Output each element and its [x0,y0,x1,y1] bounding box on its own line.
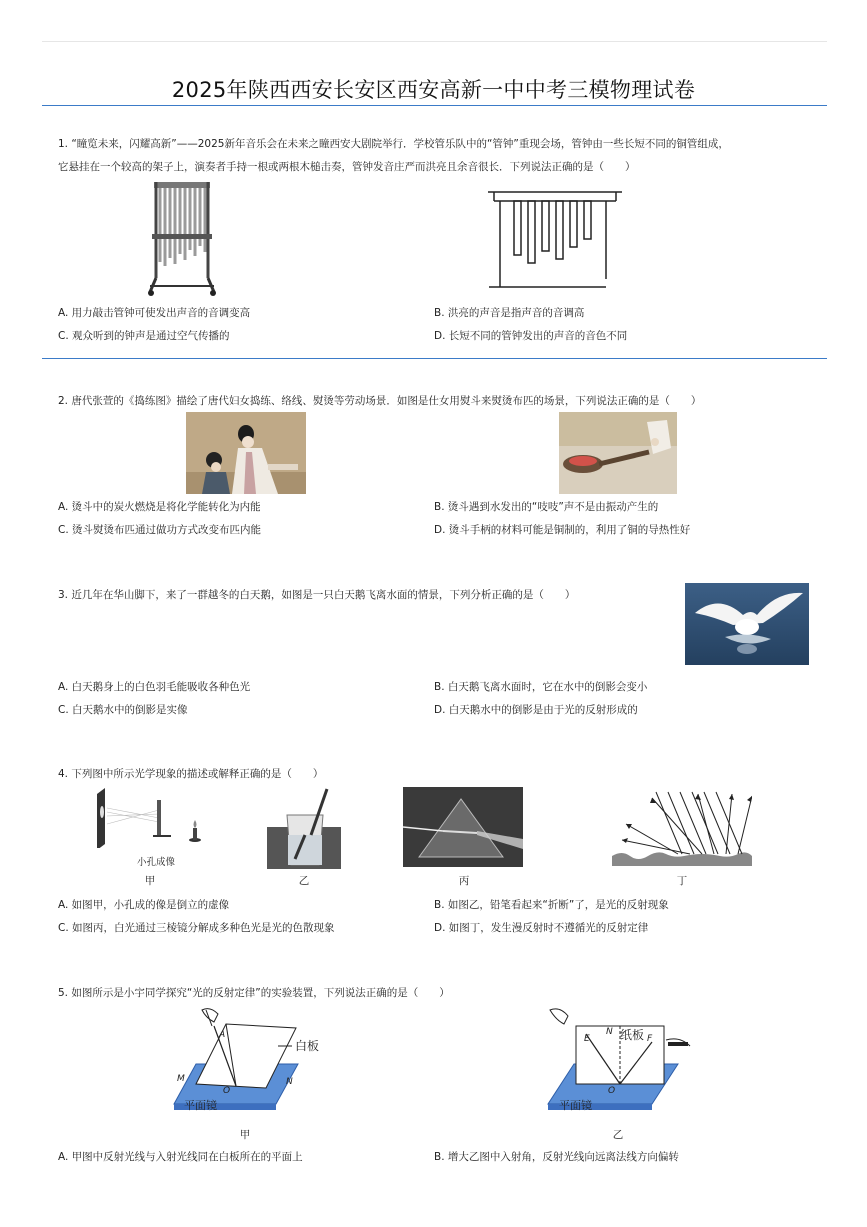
painting-photo-ladies [186,412,306,494]
prism-dispersion-figure [403,787,523,867]
question-5-option-b[interactable]: B. 增大乙图中入射角，反射光线向远离法线方向偏转 [434,1151,679,1163]
pinhole-figure [93,788,205,848]
question-2-option-c[interactable]: C. 烫斗熨烫布匹通过做功方式改变布匹内能 [58,524,262,536]
question-4-option-d[interactable]: D. 如图丁，发生漫反射时不遵循光的反射定律 [434,922,649,934]
swan-photo [685,583,809,665]
question-3-option-c[interactable]: C. 白天鹅水中的倒影是实像 [58,704,188,716]
question-1-option-b[interactable]: B. 洪亮的声音是指声音的音调高 [434,307,585,319]
label-n-yi: N [606,1027,613,1037]
pinhole-figure-caption: 小孔成像 [136,857,175,868]
figure-label-yi: 乙 [298,875,310,887]
figure-label-5-jia: 甲 [239,1129,251,1141]
question-divider [42,358,827,359]
figure-label-5-yi: 乙 [612,1129,624,1141]
title-underline [42,105,827,106]
question-1-option-d[interactable]: D. 长短不同的管钟发出的声音的音色不同 [434,330,628,342]
question-2-option-d[interactable]: D. 烫斗手柄的材料可能是铜制的，利用了铜的导热性好 [434,524,691,536]
question-5-option-a[interactable]: A. 甲图中反射光线与入射光线同在白板所在的平面上 [58,1151,303,1163]
figure-label-ding: 丁 [676,875,688,887]
figure-label-bing: 丙 [458,875,470,887]
diffuse-reflection-figure [612,790,752,866]
question-5-stem: 5. 如图所示是小宇同学探究“光的反射定律”的实验装置，下列说法正确的是（ ） [58,987,450,999]
label-o-jia: O [223,1086,231,1096]
label-e: E [584,1034,590,1044]
label-white-board: 白板 [295,1039,320,1053]
question-1-stem-line-2: 它悬挂在一个较高的架子上，演奏者手持一根或两根木槌击奏，管钟发音庄严而洪亮且余音很长．下列说法正确的是（ ） [58,161,636,173]
question-1-stem [58,133,828,179]
question-4-stem: 4. 下列图中所示光学现象的描述或解释正确的是（ ） [58,768,324,780]
label-o-yi: O [608,1086,616,1096]
chimes-photo [148,182,216,298]
question-3-option-b[interactable]: B. 白天鹅飞离水面时，它在水中的倒影会变小 [434,681,648,693]
page-title: 2025年陕西西安长安区西安高新一中中考三模物理试卷 [171,78,696,102]
question-1-stem-line-1: 1. “瞳览未来，闪耀高新”——2025新年音乐会在未来之瞳西安大剧院举行．学校管乐队中的“管钟”重现会场，管钟由一些长短不同的铜管组成， [58,138,729,150]
question-3-option-a[interactable]: A. 白天鹅身上的白色羽毛能吸收各种色光 [58,681,251,693]
question-4-option-b[interactable]: B. 如图乙，铅笔看起来“折断”了，是光的反射现象 [434,899,669,911]
figure-label-jia: 甲 [144,875,156,887]
label-paper-board: 纸板 [620,1028,645,1042]
question-3-option-d[interactable]: D. 白天鹅水中的倒影是由于光的反射形成的 [434,704,638,716]
question-3-stem: 3. 近几年在华山脚下，来了一群越冬的白天鹅，如图是一只白天鹅飞离水面的情景，下列分析正确的是（ ） [58,589,576,601]
label-mirror-yi: 平面镜 [559,1099,592,1112]
chimes-diagram [488,187,624,289]
question-2-option-a[interactable]: A. 烫斗中的炭火燃烧是将化学能转化为内能 [58,501,261,513]
question-4-option-a[interactable]: A. 如图甲，小孔成的像是倒立的虚像 [58,899,230,911]
question-4-option-c[interactable]: C. 如图丙，白光通过三棱镜分解成多种色光是光的色散现象 [58,922,335,934]
label-a: A [219,1030,226,1040]
painting-photo-iron [559,412,677,494]
label-mirror-jia: 平面镜 [184,1099,217,1112]
pencil-in-glass-figure [267,787,341,869]
question-1-option-a[interactable]: A. 用力敲击管钟可使发出声音的音调变高 [58,307,251,319]
label-f: F [647,1034,653,1044]
question-2-option-b[interactable]: B. 烫斗遇到水发出的“吱吱”声不是由振动产生的 [434,501,659,513]
label-n-jia: N [286,1077,293,1087]
label-m: M [177,1074,185,1084]
question-2-stem: 2. 唐代张萱的《捣练图》描绘了唐代妇女捣练、络线、熨烫等劳动场景．如图是仕女用熨斗来熨烫布匹的场景，下列说法正确的是（ ） [58,395,702,407]
question-1-option-c[interactable]: C. 观众听到的钟声是通过空气传播的 [58,330,230,342]
top-divider [42,41,827,42]
